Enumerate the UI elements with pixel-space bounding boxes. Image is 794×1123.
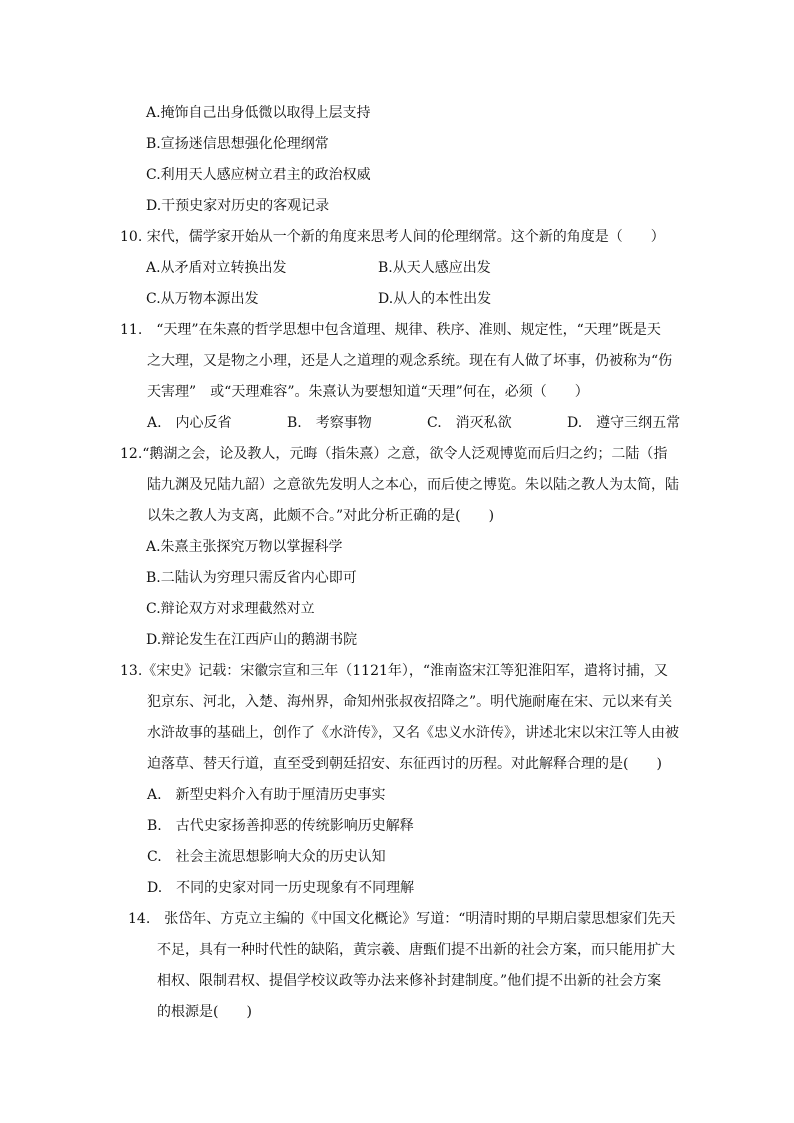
q14-line-1: 14. 张岱年、方克立主编的《中国文化概论》写道：“明清时期的早期启蒙思想家们先天 bbox=[128, 911, 676, 927]
q14-line-3: 相权、限制君权、提倡学校议政等办法来修补封建制度。”他们提不出新的社会方案 bbox=[157, 973, 662, 989]
q13-line-2: 犯京东、河北，入楚、海州界，命知州张叔夜招降之”。明代施耐庵在宋、元以来有关 bbox=[147, 694, 673, 710]
q11-option-b: B. 考察事物 bbox=[287, 415, 372, 431]
q10-options-row-2 bbox=[146, 289, 666, 309]
q11-line-1: 11. “天理”在朱熹的哲学思想中包含道理、规律、秩序、准则、规定性，“天理”既是天 bbox=[120, 322, 661, 338]
q13-line-3: 水浒故事的基础上，创作了《水浒传》，又名《忠义水浒传》，讲述北宋以宋江等人由被 bbox=[147, 725, 679, 741]
q9-option-b: B.宣扬迷信思想强化伦理纲常 bbox=[146, 136, 329, 152]
q11-line-3: 天害理” 或“天理难容”。朱熹认为要想知道“天理”何在，必须（ ） bbox=[147, 384, 589, 400]
q10-option-b: B.从天人感应出发 bbox=[378, 260, 491, 276]
q12-option-a: A.朱熹主张探究万物以掌握科学 bbox=[146, 539, 343, 555]
q14-line-2: 不足，具有一种时代性的缺陷，黄宗羲、唐甄们提不出新的社会方案，而只能用扩大 bbox=[157, 942, 675, 958]
q13-option-b: B. 古代史家扬善抑恶的传统影响历史解释 bbox=[147, 818, 414, 834]
q13-option-c: C. 社会主流思想影响大众的历史认知 bbox=[147, 849, 386, 865]
q10-option-c: C.从万物本源出发 bbox=[146, 291, 259, 307]
q12-option-b: B.二陆认为穷理只需反省内心即可 bbox=[146, 570, 357, 586]
q11-option-a: A. 内心反省 bbox=[147, 415, 232, 431]
q10-option-d: D.从人的本性出发 bbox=[378, 291, 492, 307]
q13-line-1: 13.《宋史》记载：宋徽宗宣和三年（1121年），“淮南盗宋江等犯淮阳军，遣将讨捕，又 bbox=[120, 663, 669, 679]
q12-line-3: 以朱之教人为支离，此颇不合。”对此分析正确的是( ) bbox=[147, 508, 495, 524]
q12-option-c: C.辩论双方对求理截然对立 bbox=[146, 601, 315, 617]
q13-option-d: D. 不同的史家对同一历史现象有不同理解 bbox=[147, 880, 415, 896]
q12-line-2: 陆九渊及兄陆九韶）之意欲先发明人之本心，而后使之博览。朱以陆之教人为太简，陆 bbox=[147, 477, 679, 493]
q12-option-d: D.辩论发生在江西庐山的鹅湖书院 bbox=[146, 632, 358, 648]
q10-options-row-1 bbox=[146, 258, 666, 278]
q9-option-a: A.掩饰自己出身低微以取得上层支持 bbox=[146, 105, 371, 121]
q9-option-c: C.利用天人感应树立君主的政治权威 bbox=[146, 167, 371, 183]
q12-line-1: 12.“鹅湖之会，论及教人，元晦（指朱熹）之意，欲令人泛观博览而后归之约；二陆（指 bbox=[120, 446, 668, 462]
q11-options-row bbox=[147, 413, 687, 433]
q14-line-4: 的根源是( ) bbox=[157, 1004, 252, 1020]
q13-line-4: 迫落草、替天行道，直至受到朝廷招安、东征西讨的历程。对此解释合理的是( ) bbox=[147, 756, 662, 772]
q11-option-d: D. 遵守三纲五常 bbox=[567, 415, 681, 431]
q11-option-c: C. 消灭私欲 bbox=[427, 415, 512, 431]
q13-option-a: A. 新型史料介入有助于厘清历史事实 bbox=[147, 787, 386, 803]
q9-option-d: D.干预史家对历史的客观记录 bbox=[146, 198, 330, 214]
q11-line-2: 之大理，又是物之小理，还是人之道理的观念系统。现在有人做了坏事，仍被称为“伤 bbox=[147, 353, 673, 369]
q10-stem: 10. 宋代，儒学家开始从一个新的角度来思考人间的伦理纲常。这个新的角度是（ ） bbox=[120, 229, 665, 245]
q10-option-a: A.从矛盾对立转换出发 bbox=[146, 260, 287, 276]
